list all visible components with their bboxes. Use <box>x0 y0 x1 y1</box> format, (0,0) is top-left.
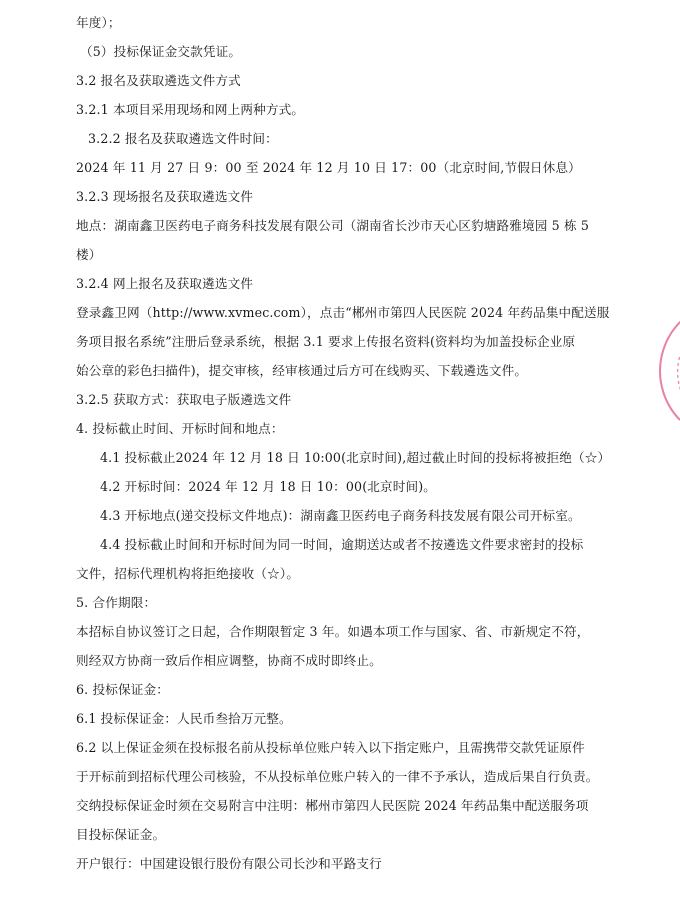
text-line: 6. 投标保证金： <box>76 682 169 697</box>
text-line: 6.2 以上保证金须在投标报名前从投标单位账户转入以下指定账户，且需携带交款凭证原件 <box>76 740 585 755</box>
text-line: 年度）； <box>76 15 121 30</box>
text-line: 则经双方协商一致后作相应调整，协商不成时即终止。 <box>76 653 382 668</box>
text-line: 4.2 开标时间：2024 年 12 月 18 日 10：00(北京时间)。 <box>100 479 437 494</box>
text-line: 3.2.3 现场报名及获取遴选文件 <box>76 189 254 204</box>
text-line: 6.1 投标保证金：人民币叁拾万元整。 <box>76 711 292 726</box>
text-line: 文件，招标代理机构将拒绝接收（☆）。 <box>76 566 300 581</box>
text-line: 2024 年 11 月 27 日 9：00 至 2024 年 12 月 10 日 17：00（北京时间,节假日休息） <box>76 160 581 175</box>
red-seal-stamp-icon <box>640 300 680 440</box>
text-line: 3.2.2 报名及获取遴选文件时间： <box>88 131 278 146</box>
text-line: 3.2.5 获取方式：获取电子版遴选文件 <box>76 392 292 407</box>
text-line: 始公章的彩色扫描件)，提交审核，经审核通过后方可在线购买、下载遴选文件。 <box>76 363 528 378</box>
text-line: 目投标保证金。 <box>76 827 166 842</box>
text-line: 楼） <box>76 247 102 262</box>
text-line: 地点：湖南鑫卫医药电子商务科技发展有限公司（湖南省长沙市天心区豹塘路雅境园 5 栋 5 <box>76 218 590 233</box>
text-line: 4.1 投标截止2024 年 12 月 18 日 10:00(北京时间),超过截止时间的投标将被拒绝（☆） <box>100 450 611 465</box>
text-line: 于开标前到招标代理公司核验，不从投标单位账户转入的一律不予承认，造成后果自行负责。 <box>76 769 599 784</box>
text-line: 4.3 开标地点(递交投标文件地点)：湖南鑫卫医药电子商务科技发展有限公司开标室。 <box>100 508 581 523</box>
text-line: 务项目报名系统”注册后登录系统，根据 3.1 要求上传报名资料(资料均为加盖投标企业原 <box>76 334 576 349</box>
text-line: 本招标自协议签订之日起，合作期限暂定 3 年。如遇本项工作与国家、省、市新规定不符， <box>76 624 590 639</box>
text-line: 开户银行：中国建设银行股份有限公司长沙和平路支行 <box>76 856 382 871</box>
text-line: 登录鑫卫网（http://www.xvmec.com），点击“郴州市第四人民医院 2024 年药品集中配送服 <box>76 305 610 320</box>
text-line: 4.4 投标截止时间和开标时间为同一时间，逾期送达或者不按遴选文件要求密封的投标 <box>100 537 584 552</box>
text-line: 3.2.4 网上报名及获取遴选文件 <box>76 276 254 291</box>
text-line: 交纳投标保证金时须在交易附言中注明：郴州市第四人民医院 2024 年药品集中配送服务项 <box>76 798 589 813</box>
text-line: 3.2.1 本项目采用现场和网上两种方式。 <box>76 102 305 117</box>
text-line: （5）投标保证金交款凭证。 <box>80 44 242 59</box>
text-line: 5. 合作期限： <box>76 595 157 610</box>
text-line: 3.2 报名及获取遴选文件方式 <box>76 73 241 88</box>
text-line: 4. 投标截止时间、开标时间和地点： <box>76 421 284 436</box>
